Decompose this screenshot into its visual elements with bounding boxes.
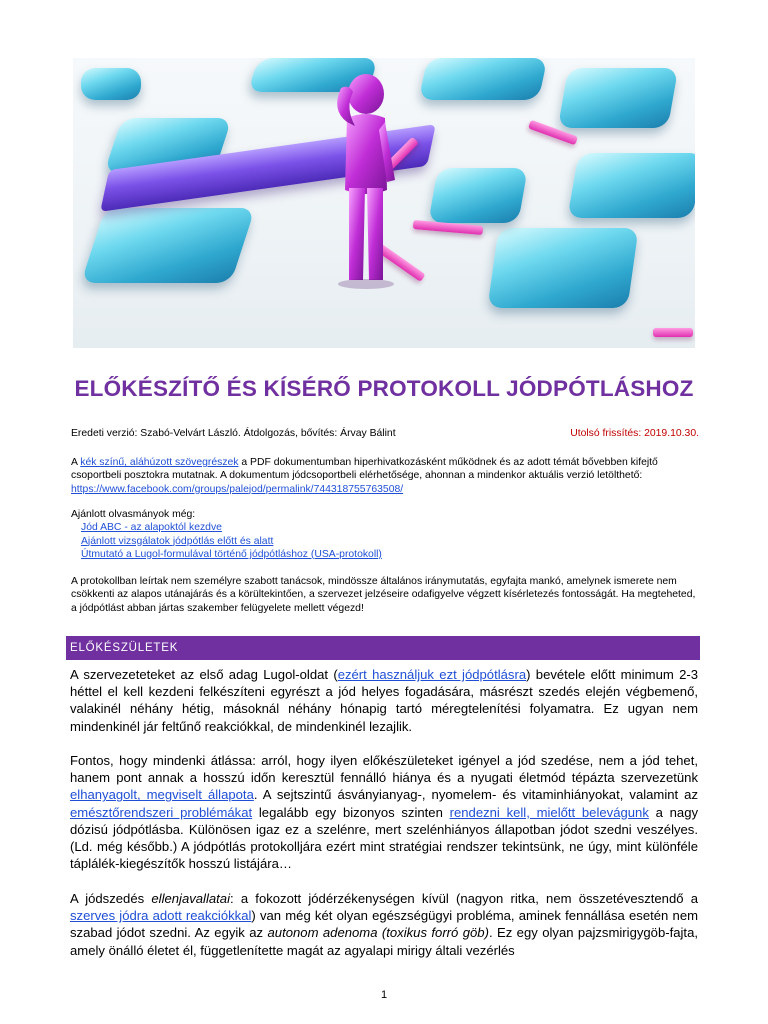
recommended-reading — [71, 508, 699, 561]
recommended-reading-heading: Ajánlott olvasmányok még: — [71, 509, 196, 520]
recommended-reading-list — [71, 521, 699, 561]
reading-link-jod-abc[interactable]: Jód ABC - az alapoktól kezdve — [81, 522, 222, 534]
lugol-reason-link[interactable]: ezért használjuk ezt jódpótlásra — [337, 667, 527, 682]
intro-paragraph — [71, 456, 699, 496]
thinking-person-figure — [321, 70, 411, 290]
body-text: ) bevétele előtt minimum 2-3 héttel el kell kezdeni felkészíteni egyrészt a jód helyes fogadására, másrészt szedés elején végbemenő, valakinél néhány hétig, másoknál néhány hónapig tartó méregtelenítési folyamatra. Ez ugyan nem mindenkinél jár feltűnő reakciókkal, de mindenkinél lezajlik. — [70, 667, 698, 734]
document-title: ELŐKÉSZÍTŐ ÉS KÍSÉRŐ PROTOKOLL JÓDPÓTLÁSHOZ — [74, 376, 694, 401]
body-text: ) van még két olyan egészségügyi probléma, aminek fennállása esetén nem szabad jódot szedni. Az egyik az — [70, 908, 699, 941]
document-meta — [71, 428, 699, 439]
list-item — [71, 521, 699, 534]
body-text: legalább egy bizonyos szinten — [252, 804, 450, 820]
autonomous-adenoma-term: autonom adenoma (toxikus forró göb) — [267, 925, 489, 941]
hero-illustration — [73, 58, 695, 348]
facebook-group-link[interactable]: https://www.facebook.com/groups/palejod/permalink/744318755763508/ — [71, 483, 404, 495]
body-text: A jódszedés — [70, 891, 152, 906]
organic-iodine-reaction-link[interactable]: szerves jódra adott reakciókkal — [70, 908, 252, 924]
page-number: 1 — [380, 989, 388, 1001]
authors-line: Eredeti verzió: Szabó-Velvárt László. Átdolgozás, bővítés: Árvay Bálint — [71, 428, 396, 439]
hero-tile — [558, 68, 679, 128]
body-text: Fontos, hogy mindenki átlássa: arról, hogy ilyen előkészületeket igényel a jód szedése, nem a jód tehet, hanem pont annak a hosszú időn keresztül fennálló hiánya és a nyugati életmód tépázta szervezetünk — [70, 753, 698, 786]
fix-before-start-link[interactable]: rendezni kell, mielőtt belevágunk — [449, 804, 649, 820]
list-item — [71, 535, 699, 548]
reading-link-vizsgalatok[interactable]: Ajánlott vizsgálatok jódpótlás előtt és alatt — [81, 535, 274, 547]
hero-tile — [419, 58, 548, 100]
reading-link-usa-protokoll[interactable]: Útmutató a Lugol-formulával történő jódpótláshoz (USA-protokoll) — [81, 548, 382, 560]
body-paragraph-2 — [70, 752, 698, 872]
last-updated: Utolsó frissítés: 2019.10.30. — [570, 428, 699, 439]
body-text: : a fokozott jódérzékenységen kívül (nagyon ritka, nem összetévesztendő a — [230, 891, 698, 906]
hero-tile — [81, 68, 141, 100]
hero-tile — [428, 168, 528, 223]
hero-tile — [81, 208, 255, 283]
neglected-state-link[interactable]: elhanyagolt, megviselt állapota — [70, 787, 254, 803]
hyperlink-explanation-link[interactable]: kék színű, aláhúzott szövegrészek — [80, 457, 239, 468]
section-heading-elokeszuletek: ELŐKÉSZÜLETEK — [66, 636, 700, 660]
body-paragraph-1 — [70, 666, 698, 735]
disclaimer-paragraph: A protokollban leírtak nem személyre szabott tanácsok, mindössze általános iránymutatás, egyfajta mankó, amelynek ismerete nem csökkenti az alapos utánajárás és a körültekintően, a szervezet jelzéseire odafigyelve végzett kísérletezés fontosságát. Ha megteheted, a jódpótlást abban jártas szakember felügyelete mellett végezd! — [71, 576, 696, 614]
list-item — [71, 548, 699, 561]
body-text: a nagy dózisú jódpótlásba. Különösen igaz ez a szelénre, mert szelénhiányos állapotban jódot szedni veszélyes. (Ld. még később.) A jódpótlás protokolljára ezért mint stratégiai rendszer tekintsünk, ne úgy, mint különféle táplálék-kiegészítők hosszú listájára… — [70, 804, 699, 872]
contraindications-term: ellenjavallatai — [151, 891, 230, 906]
intro-text: A — [71, 457, 81, 468]
intro-text: a PDF dokumentumban hiperhivatkozásként működnek és az adott témát bővebben kifejtő csoportbeli posztokra mutatnak. A dokumentum jódcsoportbeli elérhetősége, ahonnan a mindenkor aktuális verzió letölthető: — [71, 457, 658, 482]
digestive-problems-link[interactable]: emésztőrendszeri problémákat — [70, 804, 253, 820]
body-paragraph-3 — [70, 890, 698, 959]
body-text: A szervezeteteket az első adag Lugol-oldat ( — [70, 667, 338, 682]
hero-tile — [567, 153, 695, 218]
body-text: . Ez egy olyan pajzsmirigygöb-fajta, amely önálló életet él, függetlenítette magát az agyalapi mirigy általi vezérlés — [70, 925, 698, 958]
body-text: . A sejtszintű ásványianyag-, nyomelem- és vitaminhiányokat, valamint az — [253, 787, 699, 803]
hero-arrow — [653, 328, 693, 337]
hero-tile — [487, 228, 638, 308]
